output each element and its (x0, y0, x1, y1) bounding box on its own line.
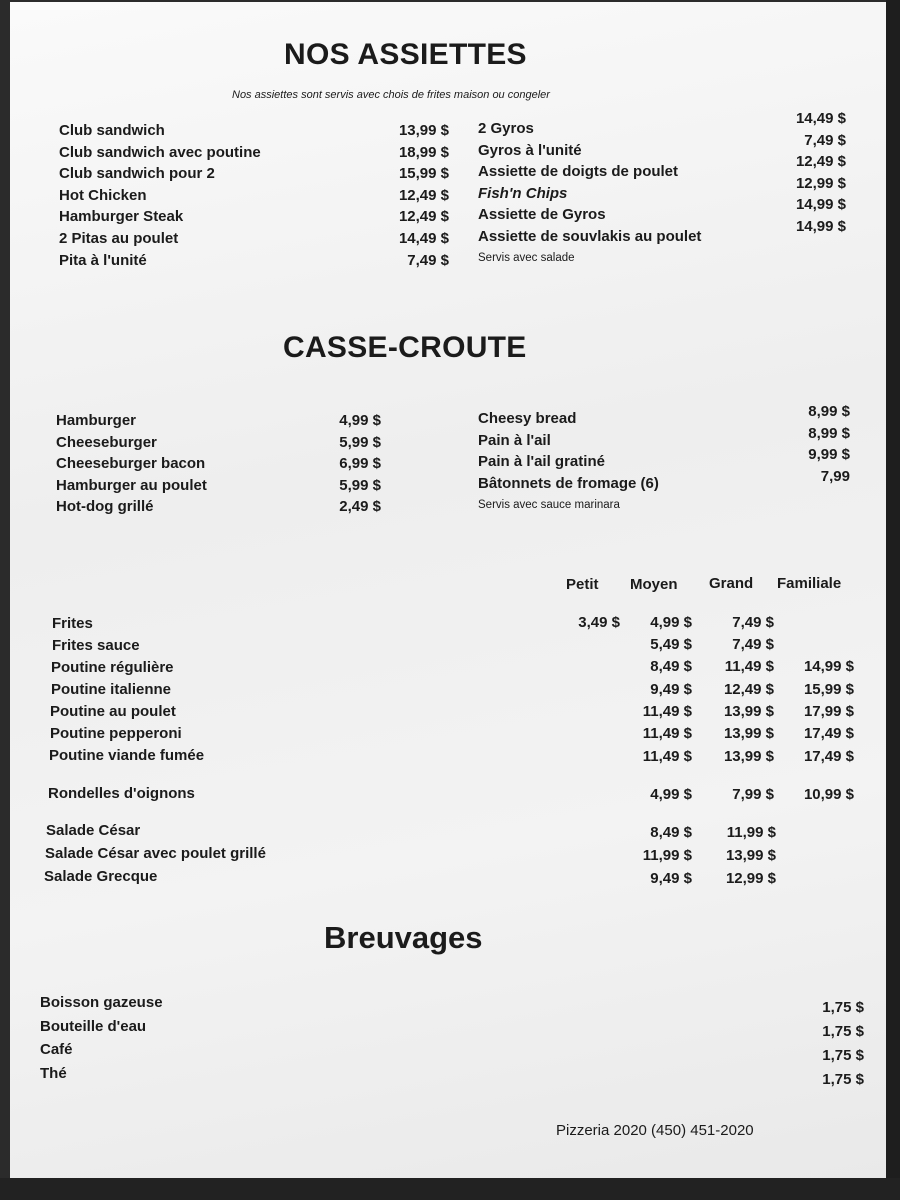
nos-assiettes-right-prices (766, 108, 846, 238)
list-item (59, 142, 449, 164)
table-row-name: Rondelles d'oignons (48, 785, 195, 802)
item-name: Hot Chicken (59, 186, 147, 204)
item-price: 15,99 $ (398, 165, 449, 183)
item-name: Thé (40, 1064, 67, 1082)
item-name: Cheesy bread (478, 410, 577, 427)
item-name: Club sandwich (59, 122, 165, 139)
price-moyen: 8,49 $ (650, 824, 692, 841)
price-grand: 12,49 $ (723, 681, 774, 698)
item-price: 14,49 $ (795, 110, 846, 127)
item-name: Hamburger Steak (59, 208, 184, 226)
item-name: Fish'n Chips (478, 184, 568, 202)
price-moyen: 5,49 $ (650, 636, 692, 653)
binder-edge (886, 0, 900, 1200)
nos-assiettes-note: Nos assiettes sont servis avec chois de frites maison ou congeler (232, 89, 550, 101)
item-price: 1,75 $ (822, 999, 864, 1016)
item-name: Hamburger au poulet (56, 476, 207, 494)
item-price: 14,49 $ (398, 229, 449, 247)
item-price: 5,99 $ (339, 476, 381, 494)
casse-croute-right-note: Servis avec sauce marinara (478, 499, 620, 511)
nos-assiettes-right-names (478, 118, 738, 248)
price-moyen: 11,99 $ (642, 847, 692, 864)
list-item (59, 185, 449, 207)
table-row-name: Frites sauce (52, 637, 140, 654)
price-familiale: 17,49 $ (803, 748, 854, 765)
list-item (56, 475, 381, 497)
casse-croute-left-list (56, 410, 381, 518)
item-price: 12,49 $ (398, 186, 449, 204)
price-moyen: 8,49 $ (650, 658, 692, 675)
price-moyen: 11,49 $ (642, 725, 692, 742)
column-header-grand: Grand (709, 575, 754, 592)
section-title-nos-assiettes: NOS ASSIETTES (284, 38, 527, 71)
table-row-name: Salade César (46, 822, 141, 839)
table-row-name: Poutine italienne (51, 681, 172, 698)
list-item (59, 163, 449, 185)
price-grand: 13,99 $ (725, 847, 776, 864)
list-item (56, 496, 381, 518)
item-price: 12,99 $ (795, 174, 846, 192)
item-name: Bâtonnets de fromage (6) (478, 474, 659, 492)
list-item (59, 228, 449, 250)
item-name: Assiette de doigts de poulet (478, 163, 679, 181)
item-price: 13,99 $ (398, 122, 449, 139)
price-grand: 7,99 $ (732, 786, 774, 803)
item-name: Assiette de souvlakis au poulet (478, 227, 702, 245)
item-price: 7,49 $ (407, 251, 449, 269)
breuvages-prices (780, 996, 864, 1092)
item-price: 1,75 $ (822, 1047, 864, 1064)
column-header-familiale: Familiale (777, 575, 842, 592)
item-name: Pita à l'unité (59, 251, 147, 269)
item-name: Pain à l'ail (478, 431, 551, 449)
table-row-name: Poutine viande fumée (49, 747, 205, 764)
price-petit: 3,49 $ (578, 614, 620, 631)
price-moyen: 11,49 $ (642, 703, 692, 720)
item-price: 12,49 $ (398, 208, 449, 226)
price-familiale: 17,99 $ (803, 703, 854, 720)
item-name: Hot-dog grillé (56, 498, 154, 516)
item-price: 14,99 $ (795, 196, 846, 214)
item-price: 4,99 $ (339, 412, 381, 429)
price-familiale: 17,49 $ (803, 725, 854, 742)
price-grand: 12,99 $ (725, 870, 776, 887)
price-familiale: 14,99 $ (803, 658, 854, 675)
price-moyen: 11,49 $ (642, 748, 692, 765)
item-name: Club sandwich pour 2 (59, 165, 215, 183)
table-row-name: Salade César avec poulet grillé (45, 845, 266, 862)
price-familiale: 15,99 $ (803, 681, 854, 698)
nos-assiettes-right-note: Servis avec salade (478, 252, 575, 264)
item-price: 12,49 $ (795, 153, 846, 171)
item-name: Assiette de Gyros (478, 206, 606, 224)
item-price: 18,99 $ (398, 143, 449, 161)
section-title-breuvages: Breuvages (324, 920, 483, 955)
item-price: 8,99 $ (808, 403, 850, 420)
item-name: Pain à l'ail gratiné (478, 453, 605, 471)
breuvages-names (40, 991, 163, 1085)
price-grand: 11,99 $ (726, 824, 776, 841)
table-row-name: Poutine régulière (51, 659, 174, 676)
item-price: 6,99 $ (339, 455, 381, 473)
price-moyen: 4,99 $ (650, 614, 692, 631)
price-grand: 7,49 $ (732, 636, 774, 653)
item-name: Bouteille d'eau (40, 1017, 147, 1035)
price-grand: 13,99 $ (723, 703, 774, 720)
price-moyen: 9,49 $ (650, 870, 692, 887)
table-row-name: Poutine pepperoni (50, 725, 182, 742)
list-item (59, 206, 449, 228)
menu-page (10, 2, 886, 1178)
item-price: 2,49 $ (339, 498, 381, 516)
list-item (59, 250, 449, 272)
list-item (56, 432, 381, 454)
casse-croute-right-names (478, 408, 738, 494)
item-price: 7,99 (820, 467, 850, 485)
item-name: Gyros à l'unité (478, 141, 582, 159)
list-item (59, 120, 449, 142)
item-name: Cheeseburger (56, 433, 157, 451)
table-row-name: Poutine au poulet (50, 703, 176, 720)
item-name: Hamburger (56, 412, 137, 429)
table-row-name: Frites (52, 615, 93, 632)
item-name: 2 Pitas au poulet (59, 229, 179, 247)
item-name: Cheeseburger bacon (56, 455, 206, 473)
item-price: 9,99 $ (808, 446, 850, 464)
nos-assiettes-left-list (59, 120, 449, 271)
item-name: Boisson gazeuse (40, 994, 163, 1011)
item-name: Café (40, 1041, 73, 1059)
item-name: 2 Gyros (478, 120, 534, 137)
item-price: 7,49 $ (804, 131, 846, 149)
price-grand: 13,99 $ (723, 748, 774, 765)
item-name: Club sandwich avec poutine (59, 143, 261, 161)
table-row-name: Salade Grecque (44, 868, 158, 885)
binder-bottom-edge (0, 1178, 900, 1200)
price-grand: 11,49 $ (724, 658, 774, 675)
item-price: 1,75 $ (822, 1023, 864, 1040)
column-header-petit: Petit (566, 576, 599, 593)
casse-croute-right-prices (766, 401, 850, 487)
price-moyen: 4,99 $ (650, 786, 692, 803)
price-grand: 7,49 $ (732, 614, 774, 631)
section-title-casse-croute: CASSE-CROUTE (283, 331, 527, 364)
item-price: 5,99 $ (339, 433, 381, 451)
column-header-moyen: Moyen (630, 576, 678, 593)
list-item (56, 410, 381, 432)
item-price: 1,75 $ (822, 1071, 864, 1088)
item-price: 14,99 $ (795, 217, 846, 235)
list-item (56, 453, 381, 475)
price-grand: 13,99 $ (723, 725, 774, 742)
item-price: 8,99 $ (808, 424, 850, 442)
footer-contact: Pizzeria 2020 (450) 451-2020 (556, 1122, 754, 1139)
price-familiale: 10,99 $ (803, 786, 854, 803)
price-moyen: 9,49 $ (650, 681, 692, 698)
